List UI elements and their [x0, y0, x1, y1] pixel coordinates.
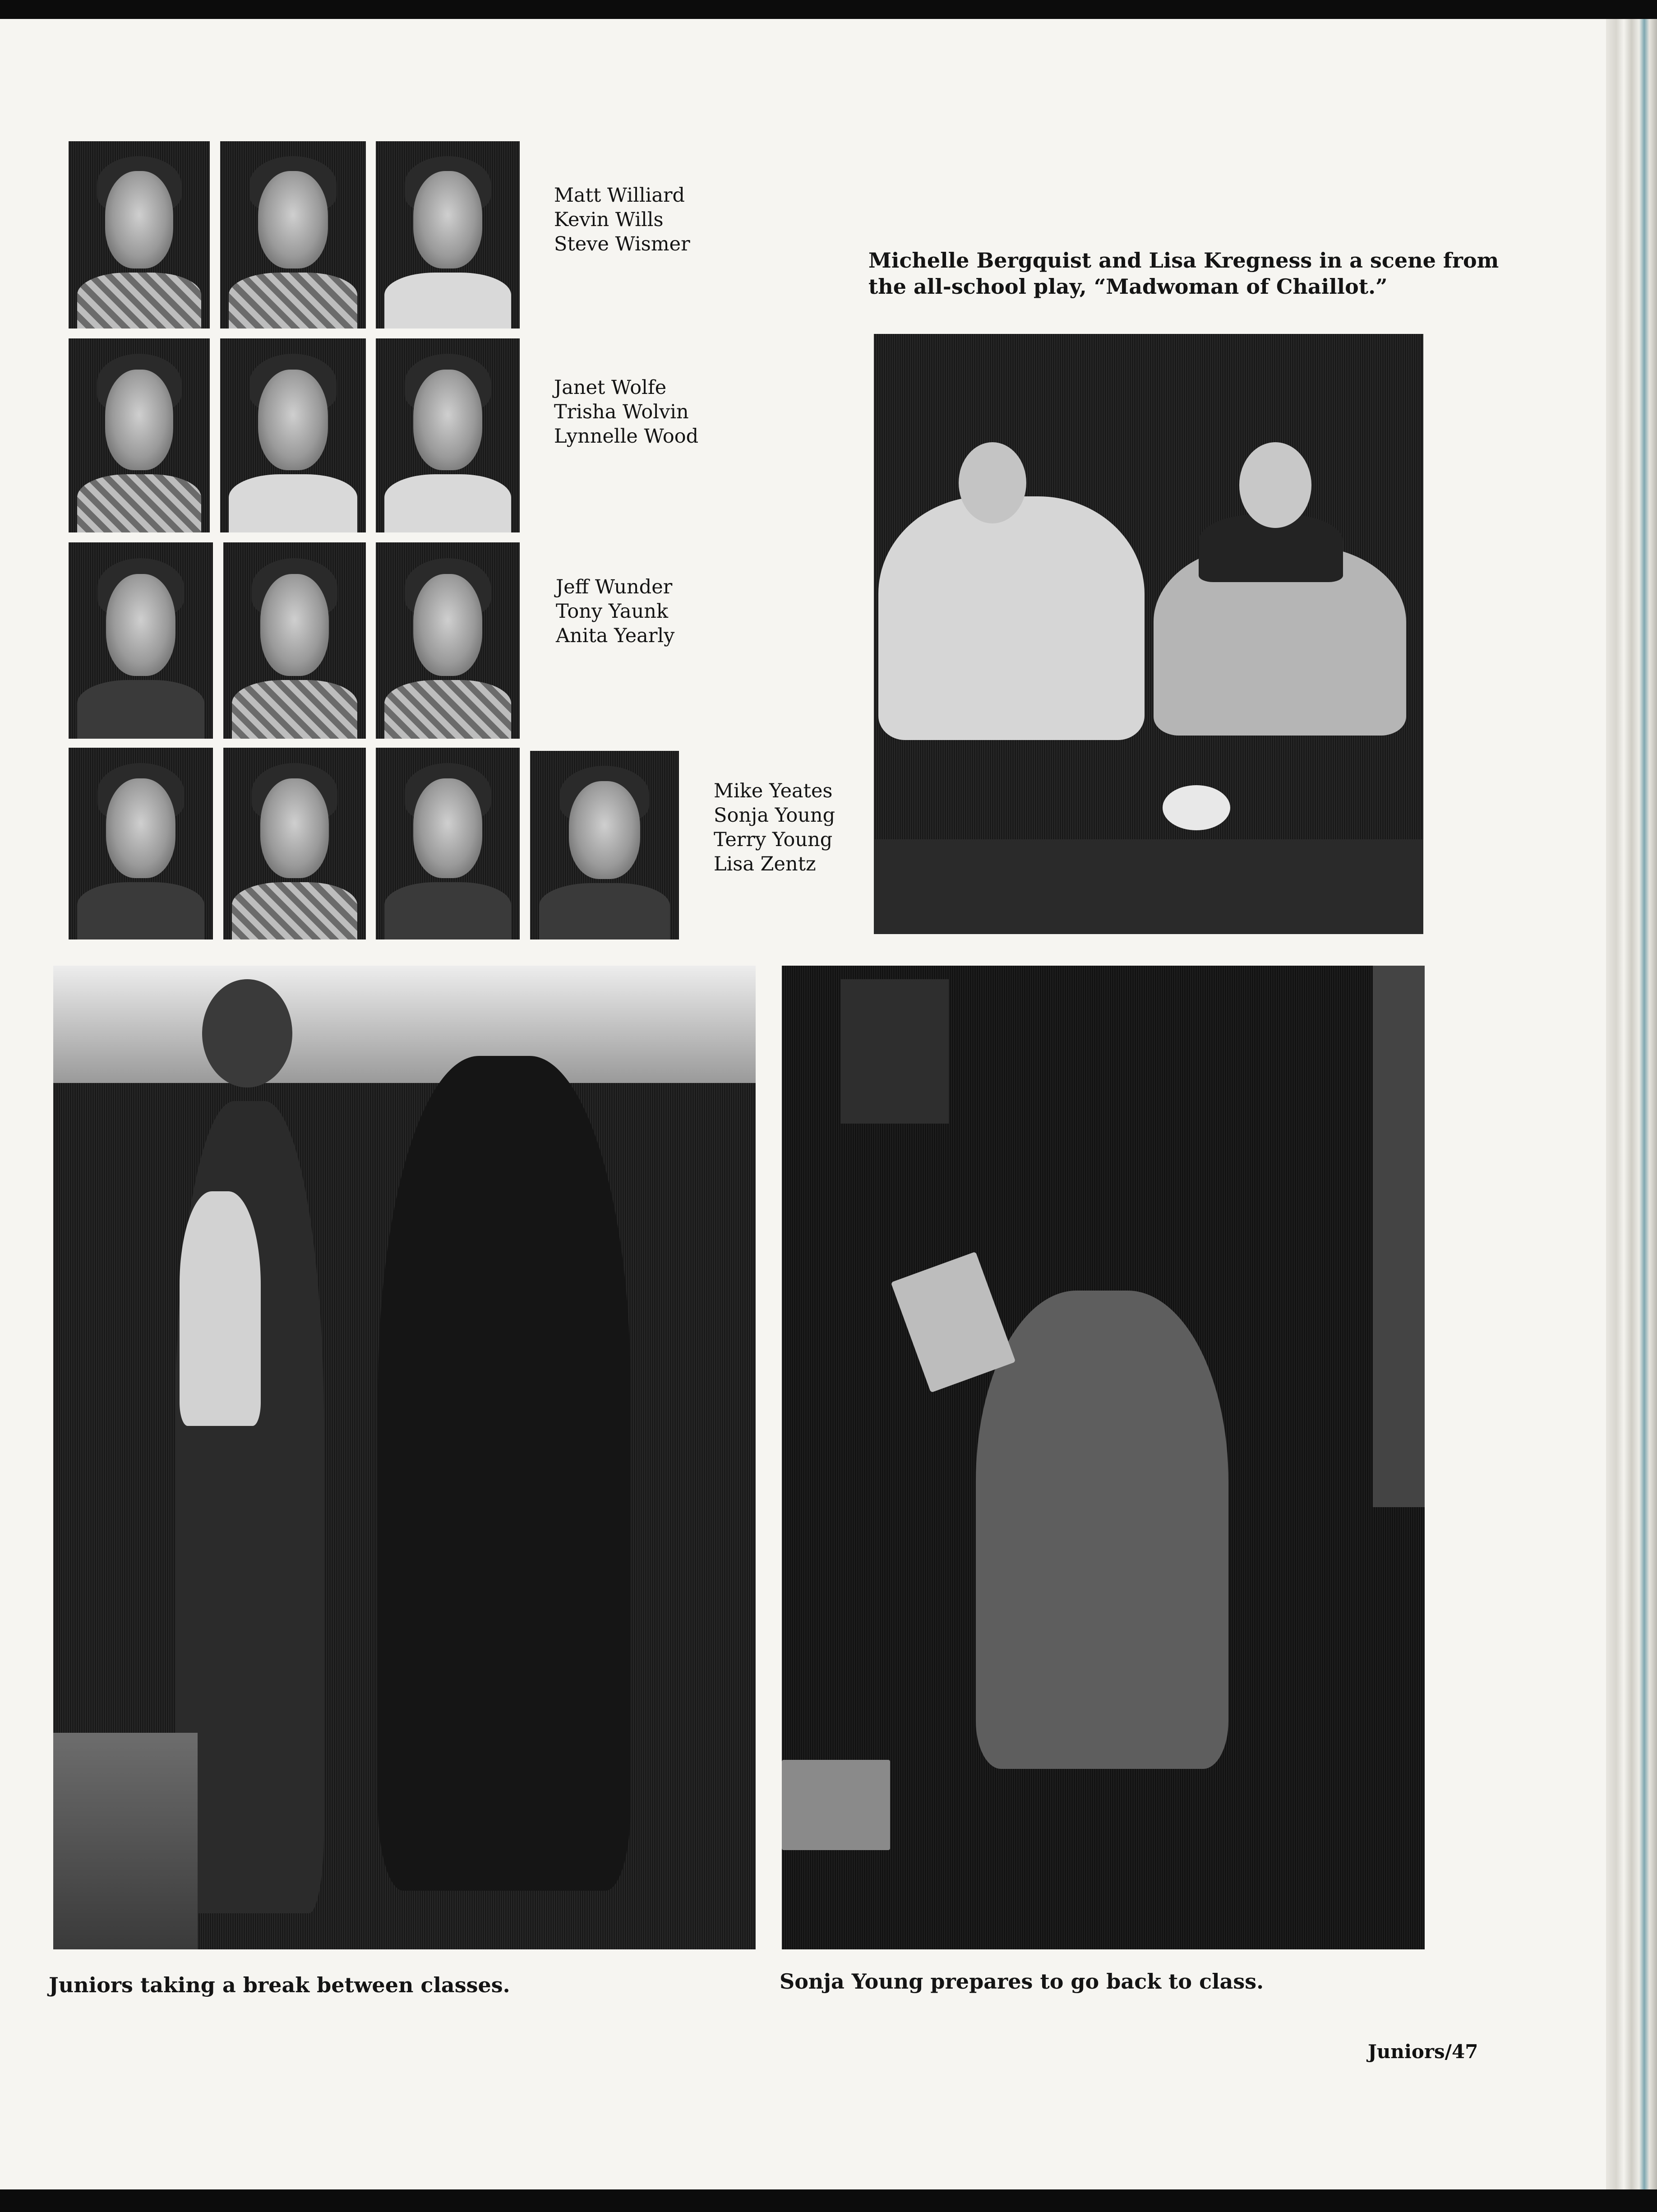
- stage-table: [874, 839, 1423, 934]
- student-name: Lisa Zentz: [714, 853, 816, 875]
- page-edge: [1606, 19, 1657, 2212]
- names-row-3: [556, 575, 674, 648]
- student-name: Sonja Young: [714, 804, 835, 827]
- student-group: [378, 1056, 631, 1891]
- portrait-anita-yearly: [376, 542, 520, 739]
- student-name: Trisha Wolvin: [554, 401, 689, 423]
- portrait-mike-yeates: [69, 748, 213, 939]
- sonja-caption: Sonja Young prepares to go back to class.: [780, 1969, 1264, 1994]
- play-scene-photo: [874, 334, 1423, 934]
- desk-books: [782, 1760, 890, 1850]
- student-name: Kevin Wills: [554, 208, 664, 231]
- student-name: Tony Yaunk: [556, 600, 669, 623]
- portrait-tony-yaunk: [223, 542, 366, 739]
- page-number: Juniors/47: [1368, 2041, 1478, 2063]
- play-caption: [868, 247, 1499, 300]
- student-name: Mike Yeates: [714, 780, 833, 802]
- hallway-caption: Juniors taking a break between classes.: [49, 1973, 510, 1997]
- portrait-jeff-wunder: [69, 542, 213, 739]
- sonja-young-photo: [782, 966, 1425, 1949]
- classroom-door: [840, 979, 949, 1124]
- portrait-janet-wolfe: [69, 338, 210, 532]
- wall-edge: [1373, 966, 1425, 1507]
- student-name: Terry Young: [714, 828, 833, 851]
- student-name: Matt Williard: [554, 184, 685, 207]
- names-row-4: [714, 779, 835, 876]
- portrait-matt-williard: [69, 141, 210, 329]
- portrait-lisa-zentz: [530, 751, 679, 939]
- student-jacket-sleeve: [180, 1191, 261, 1426]
- names-row-2: [554, 375, 698, 449]
- actress-right-head: [1239, 442, 1311, 528]
- teapot: [1163, 785, 1230, 830]
- student-head: [202, 979, 292, 1087]
- student-name: Janet Wolfe: [554, 376, 667, 399]
- student-name: Steve Wismer: [554, 233, 690, 255]
- play-caption-line-1: Michelle Bergquist and Lisa Kregness in a scene from: [868, 248, 1499, 273]
- hallway-window: [53, 966, 756, 1083]
- portrait-terry-young: [376, 748, 520, 939]
- portrait-trisha-wolvin: [220, 338, 366, 532]
- portrait-steve-wismer: [376, 141, 520, 329]
- hallway-floor: [53, 1733, 198, 1949]
- scan-border: [0, 2189, 1657, 2212]
- names-row-1: [554, 183, 690, 256]
- portrait-sonja-young: [223, 748, 366, 939]
- student-name: Jeff Wunder: [556, 576, 673, 598]
- actress-left-head: [959, 442, 1026, 523]
- portrait-kevin-wills: [220, 141, 366, 329]
- student-name: Anita Yearly: [556, 625, 675, 647]
- student-name: Lynnelle Wood: [554, 425, 699, 448]
- actress-left: [878, 496, 1145, 740]
- portrait-lynnelle-wood: [376, 338, 520, 532]
- hallway-photo: [53, 966, 756, 1949]
- play-caption-line-2: the all-school play, “Madwoman of Chaillot.”: [868, 274, 1388, 299]
